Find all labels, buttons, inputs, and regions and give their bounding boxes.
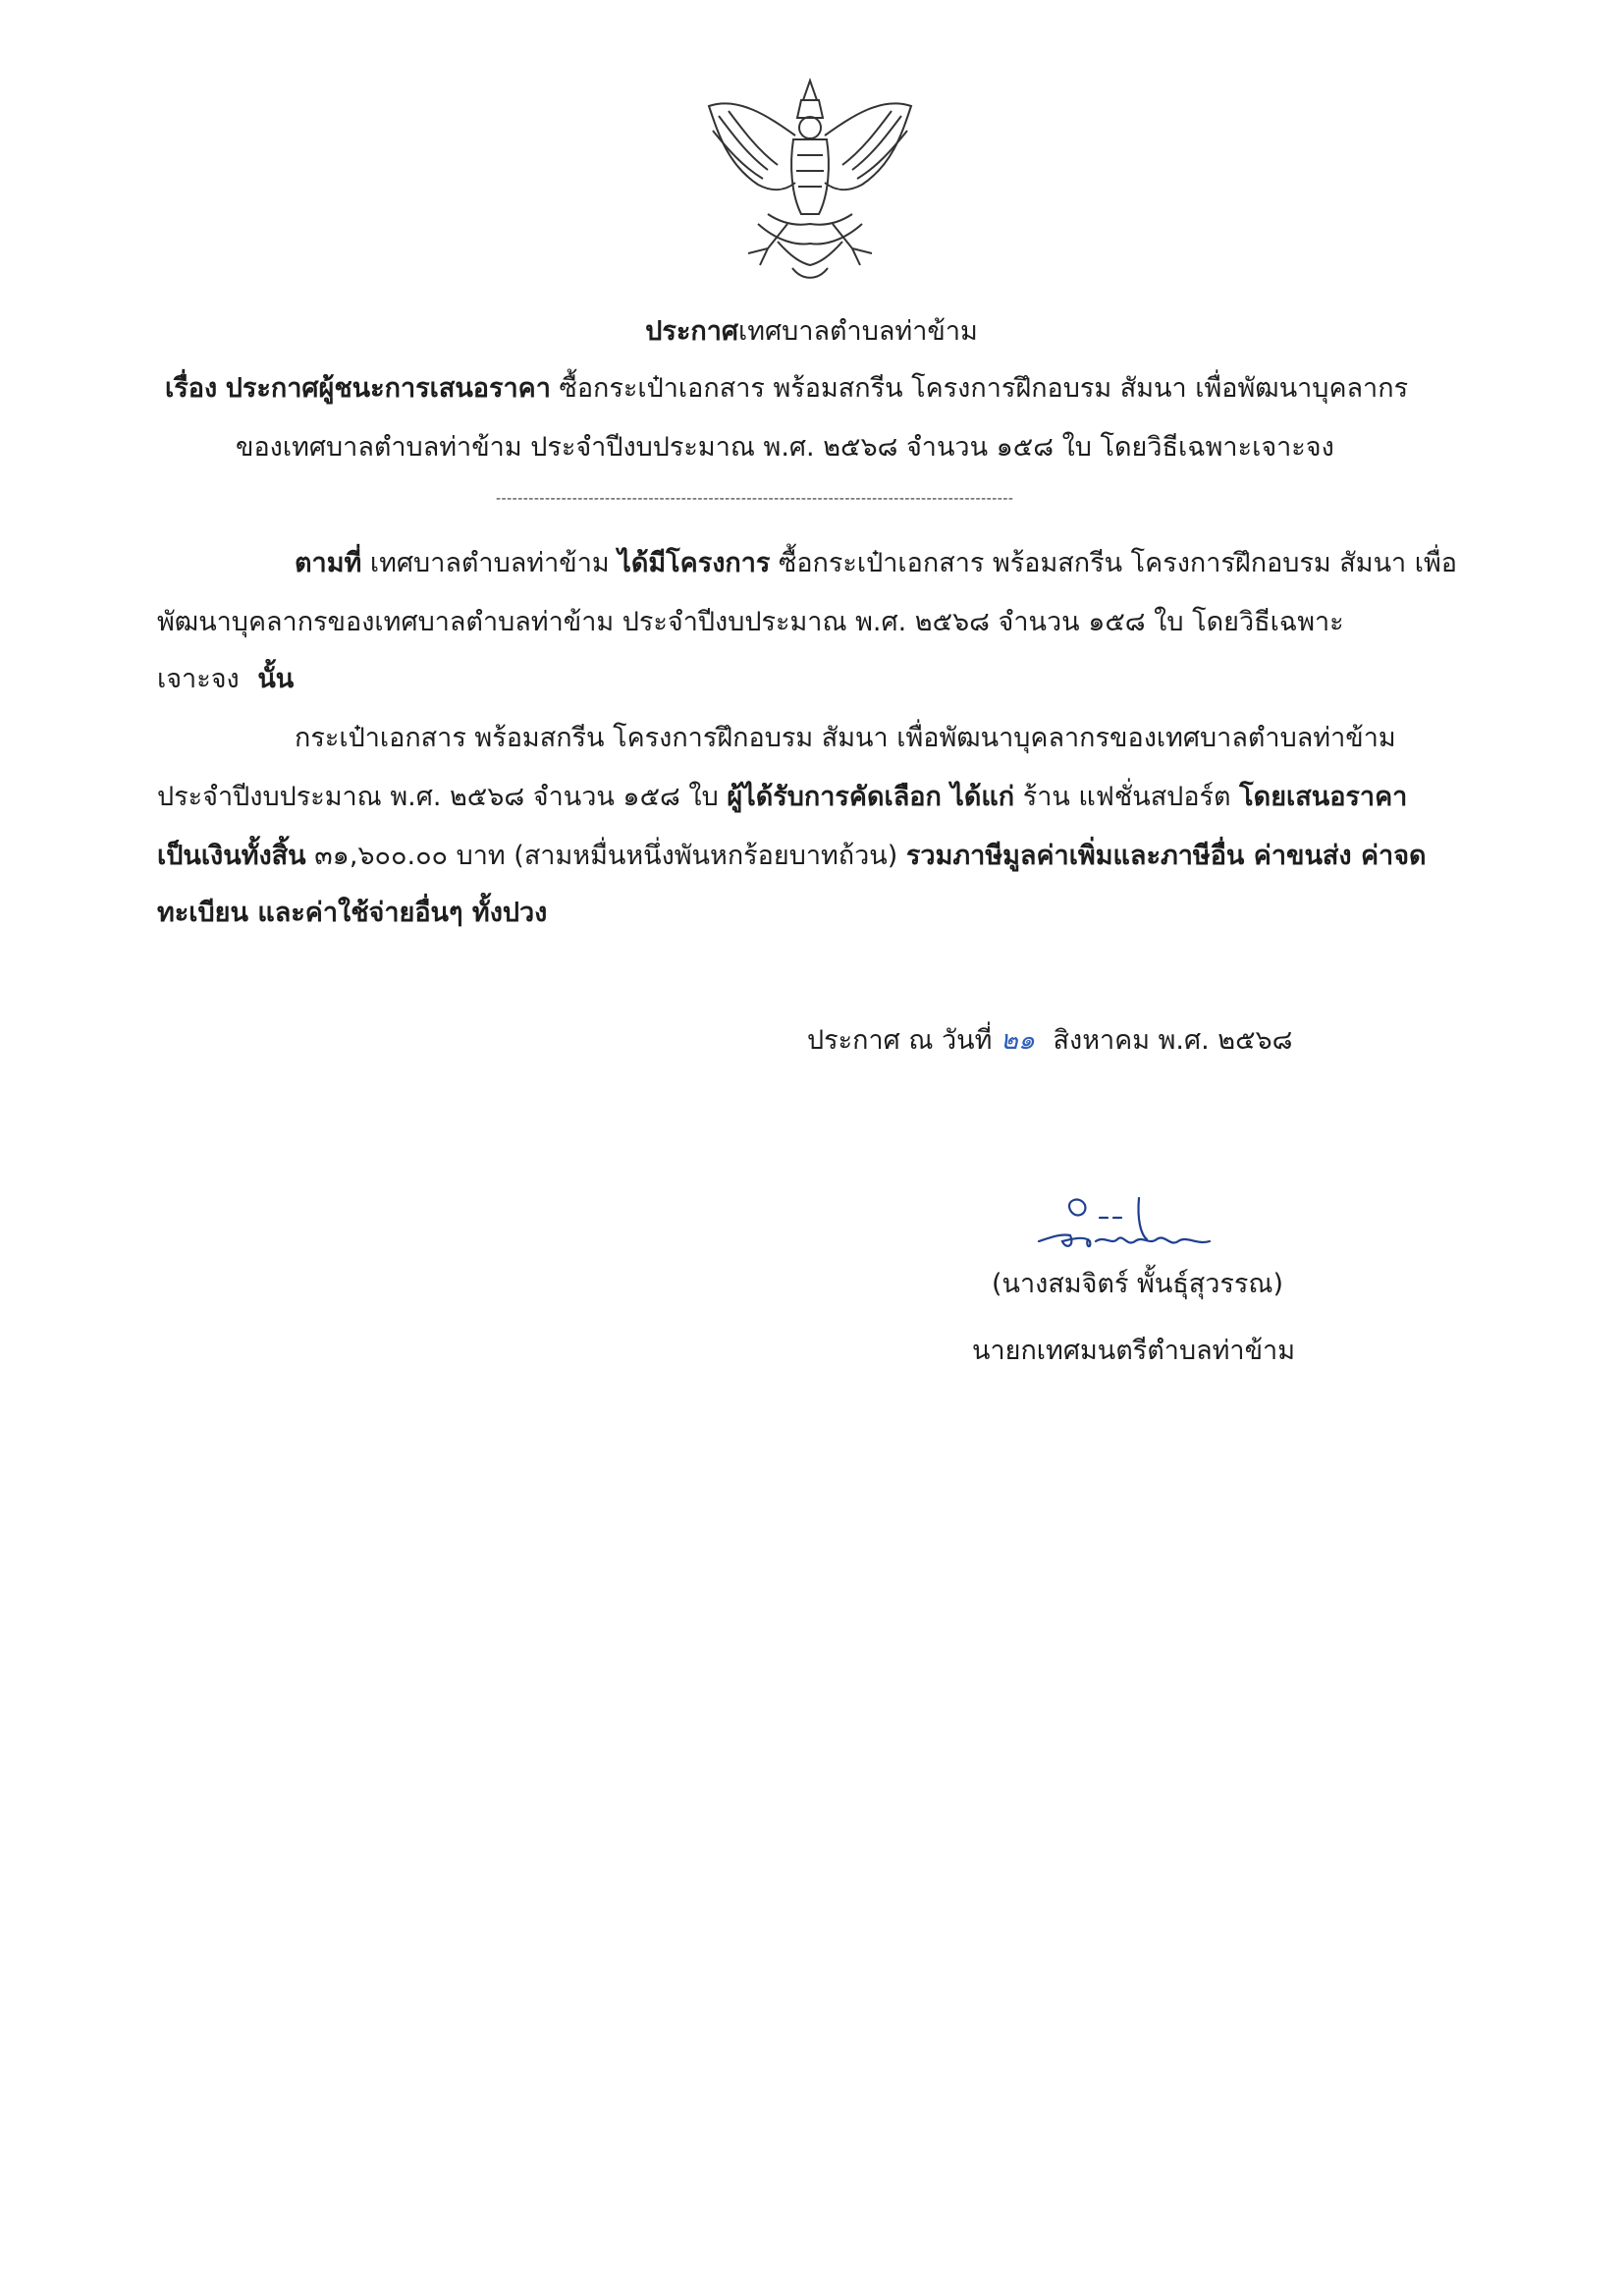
- signature-icon: [1031, 1190, 1267, 1269]
- para2-line3: [157, 837, 1427, 876]
- para2-offer-label: โดยเสนอราคา: [1239, 782, 1408, 812]
- announce-day: ๒๑: [1001, 1025, 1035, 1056]
- para2-tax-note: รวมภาษีมูลค่าเพิ่มและภาษีอื่น ค่าขนส่ง ค่าจด: [905, 841, 1427, 871]
- para2-line4: ทะเบียน และค่าใช้จ่ายอื่นๆ ทั้งปวง: [157, 898, 548, 928]
- announcement-title: [0, 312, 1623, 352]
- para2-budget: ประจำปีงบประมาณ พ.ศ. ๒๕๖๘ จำนวน ๑๕๘ ใบ: [157, 782, 719, 812]
- para1-lead: ตามที่: [295, 548, 362, 578]
- signer-position: นายกเทศมนตรีตำบลท่าข้าม: [972, 1336, 1295, 1366]
- subject-bold: ประกาศผู้ชนะการเสนอราคา: [225, 373, 551, 404]
- para1-line3-text: เจาะจง: [157, 664, 240, 694]
- garuda-emblem-icon: [699, 77, 921, 287]
- para2-total-label: เป็นเงินทั้งสิ้น: [157, 841, 306, 871]
- announce-date: [807, 1021, 1293, 1061]
- announcement-title-org: เทศบาลตำบลท่าข้าม: [738, 316, 978, 347]
- para1-line1: [295, 544, 1457, 583]
- para2-amount: ๓๑,๖๐๐.๐๐ บาท (สามหมื่นหนึ่งพันหกร้อยบาทถ้วน): [314, 841, 898, 871]
- para1-project-label: ได้มีโครงการ: [618, 548, 771, 578]
- para1-line3-end: นั้น: [257, 664, 295, 694]
- announcement-title-bold: ประกาศ: [645, 316, 739, 347]
- subject-line-2: ของเทศบาลตำบลท่าข้าม ประจำปีงบประมาณ พ.ศ. ๒๕๖๘ จำนวน ๑๕๘ ใบ โดยวิธีเฉพาะเจาะจง: [236, 432, 1334, 463]
- subject-label: เรื่อง: [165, 373, 218, 404]
- subject-line-1: [165, 369, 1408, 409]
- para1-project: ซื้อกระเป๋าเอกสาร พร้อมสกรีน โครงการฝึกอบรม สัมนา เพื่อ: [779, 548, 1458, 578]
- para1-line3: [157, 660, 294, 699]
- signer-name: (นางสมจิตร์ พั้นธุ์สุวรรณ): [992, 1269, 1284, 1299]
- para2-vendor: ร้าน แฟชั่นสปอร์ต: [1022, 782, 1231, 812]
- para2-line2: [157, 778, 1407, 817]
- announce-date-suffix: สิงหาคม พ.ศ. ๒๕๖๘: [1053, 1025, 1293, 1056]
- subject-text: ซื้อกระเป๋าเอกสาร พร้อมสกรีน โครงการฝึกอบรม สัมนา เพื่อพัฒนาบุคลากร: [559, 373, 1409, 404]
- para1-org: เทศบาลตำบลท่าข้าม: [369, 548, 610, 578]
- para2-line1: กระเป๋าเอกสาร พร้อมสกรีน โครงการฝึกอบรม สัมนา เพื่อพัฒนาบุคลากรของเทศบาลตำบลท่าข้าม: [295, 723, 1396, 753]
- para1-line2: พัฒนาบุคลากรของเทศบาลตำบลท่าข้าม ประจำปีงบประมาณ พ.ศ. ๒๕๖๘ จำนวน ๑๕๘ ใบ โดยวิธีเฉพาะ: [157, 607, 1344, 637]
- announce-date-prefix: ประกาศ ณ วันที่: [807, 1025, 993, 1056]
- para2-selected-label: ผู้ได้รับการคัดเลือก ได้แก่: [727, 782, 1015, 812]
- divider: -----------------------------------------------------------------------------------------------: [496, 491, 1014, 507]
